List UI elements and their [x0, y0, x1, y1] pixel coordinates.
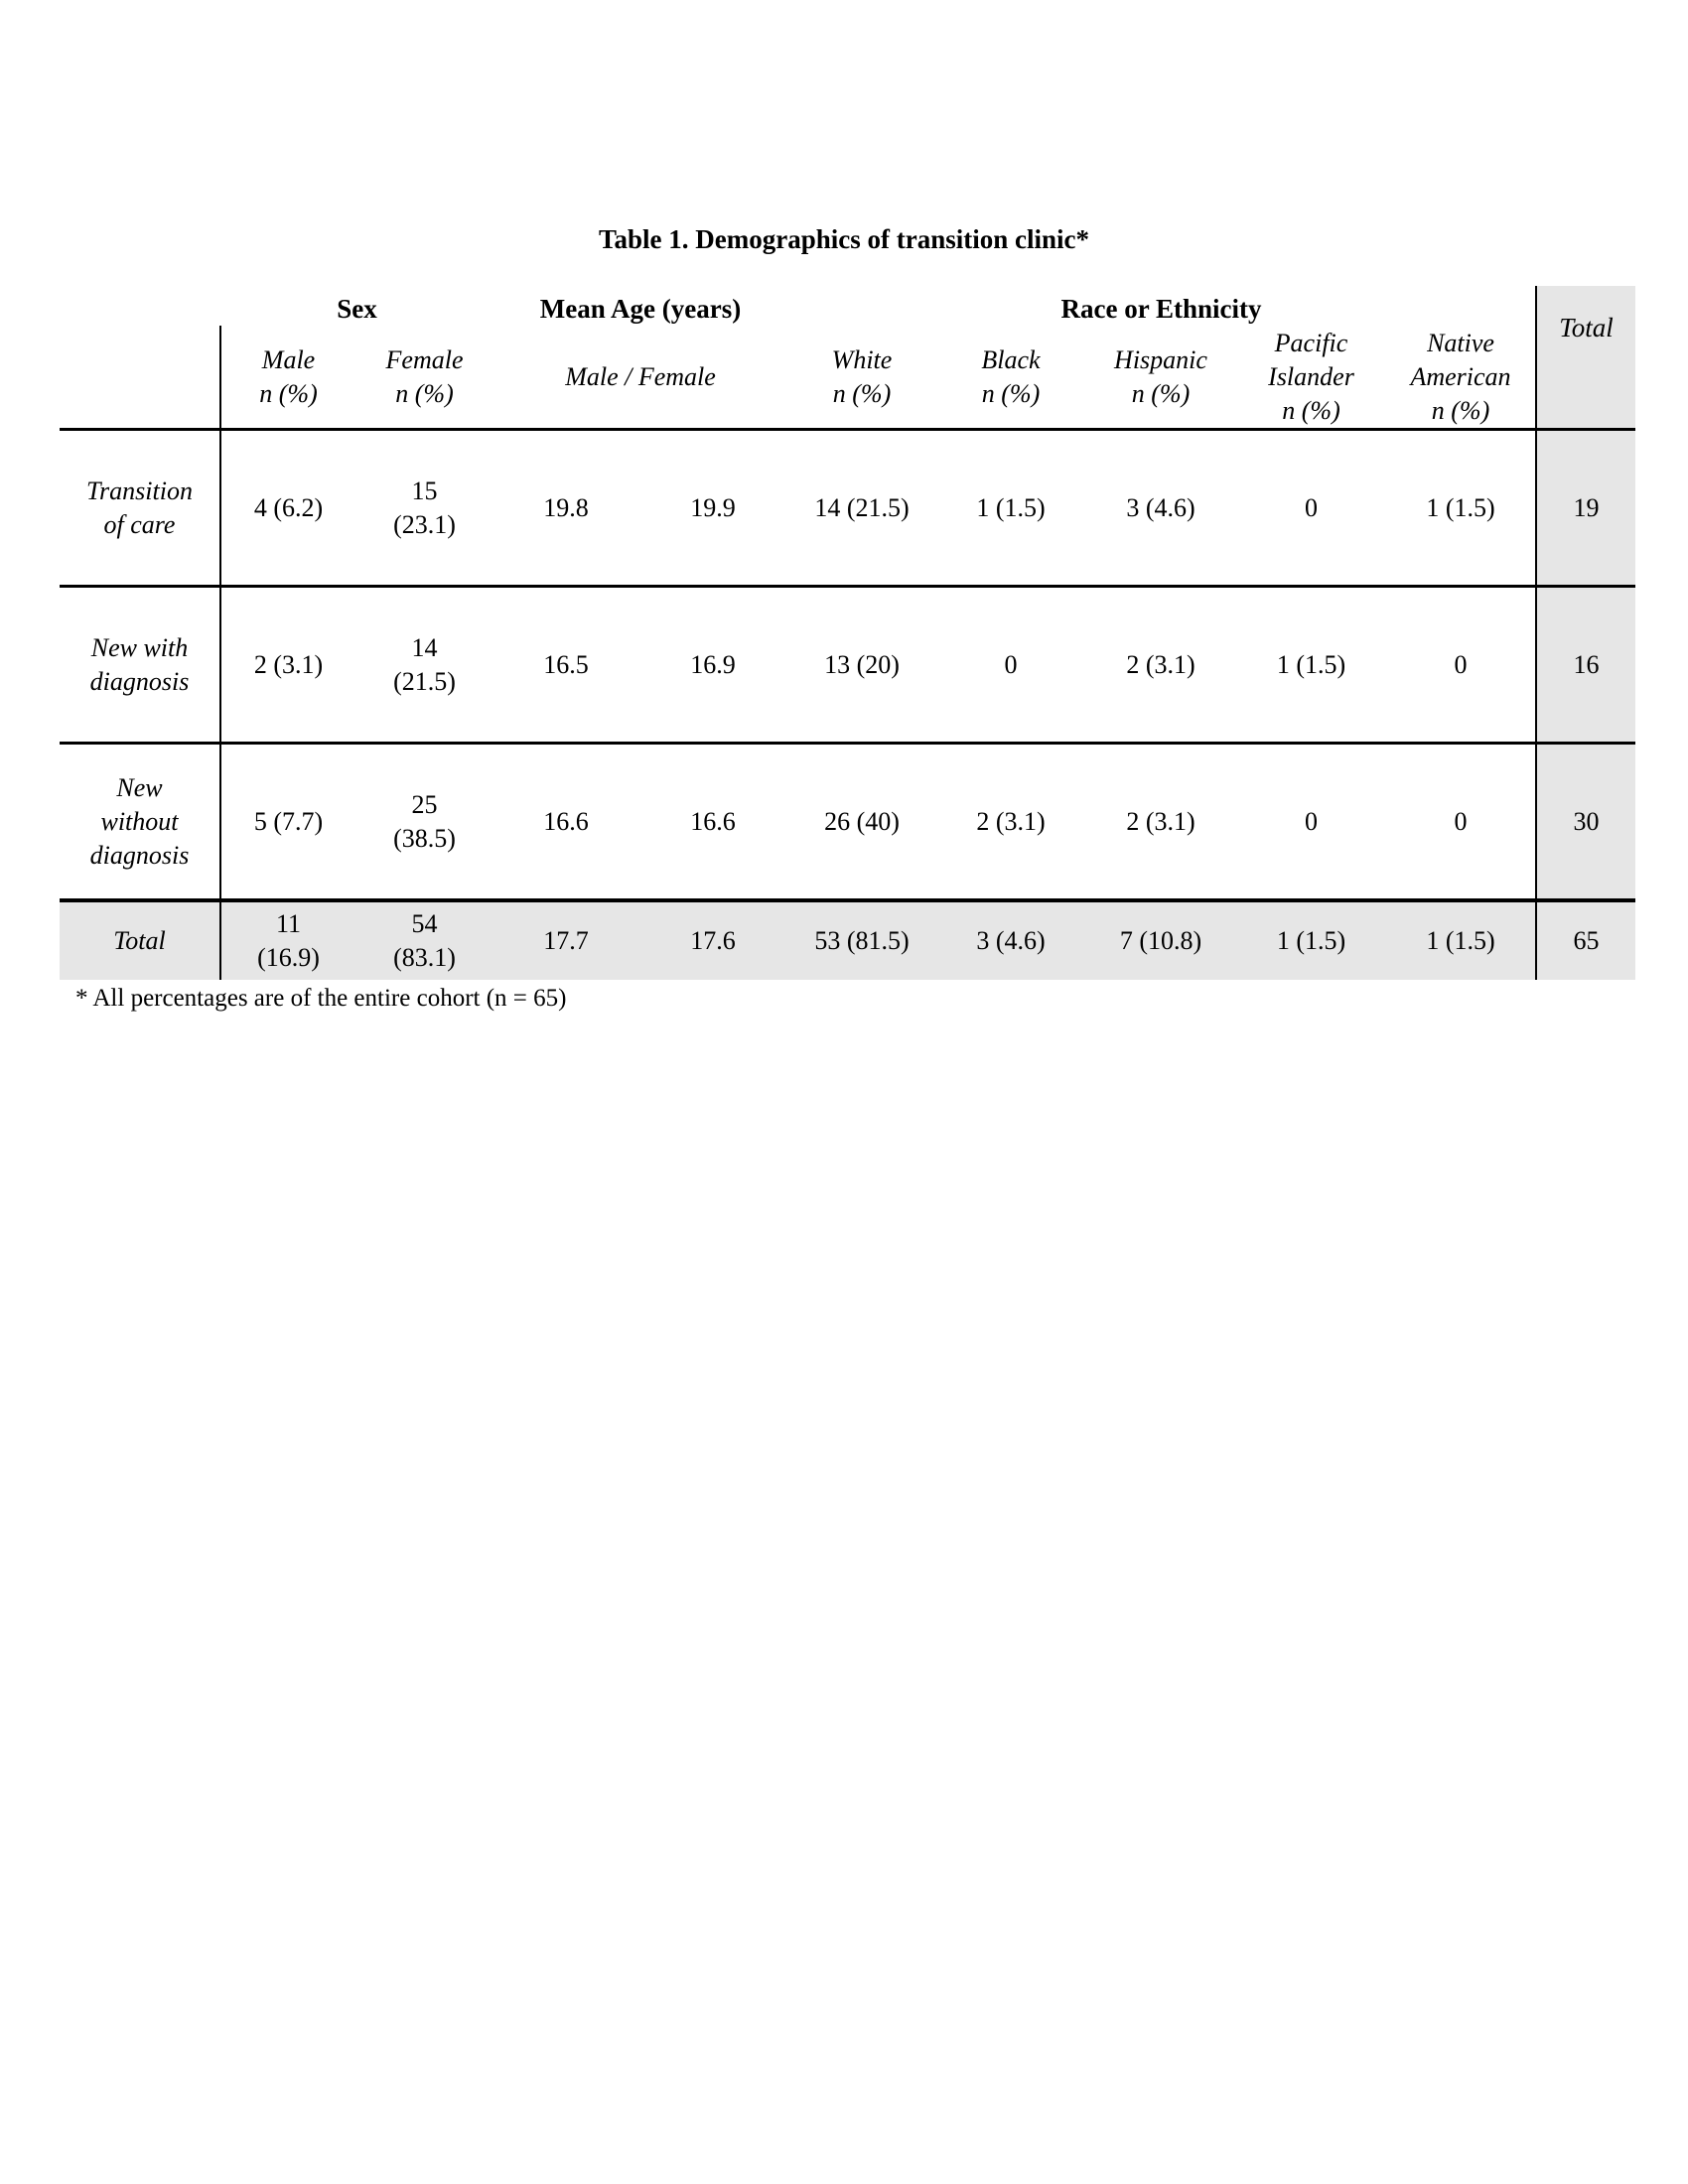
cell-native: 1 (1.5)	[1386, 430, 1536, 587]
table-row	[60, 587, 1635, 744]
cell-hispanic: 2 (3.1)	[1085, 744, 1236, 901]
cell-total: 19	[1536, 430, 1635, 587]
cell-native: 1 (1.5)	[1386, 900, 1536, 980]
cell-male: 4 (6.2)	[220, 430, 355, 587]
cell-female: 25 (38.5)	[355, 744, 493, 901]
cell-pacific: 1 (1.5)	[1236, 900, 1386, 980]
cell-black: 3 (4.6)	[936, 900, 1085, 980]
header-female: Female n (%)	[385, 344, 464, 408]
cell-pacific: 0	[1236, 430, 1386, 587]
header-pacific: Pacific Islander n (%)	[1268, 328, 1354, 425]
cell-black: 2 (3.1)	[936, 744, 1085, 901]
demographics-table	[60, 286, 1635, 980]
cell-male: 11 (16.9)	[220, 900, 355, 980]
cell-female: 54 (83.1)	[355, 900, 493, 980]
header-total: Total	[1536, 286, 1635, 430]
cell-hispanic: 2 (3.1)	[1085, 587, 1236, 744]
cell-age-male: 16.6	[493, 744, 638, 901]
table-row	[60, 430, 1635, 587]
cell-age-male: 19.8	[493, 430, 638, 587]
group-race: Race or Ethnicity	[1060, 294, 1262, 324]
cell-hispanic: 3 (4.6)	[1085, 430, 1236, 587]
cell-female: 14 (21.5)	[355, 587, 493, 744]
cell-white: 53 (81.5)	[787, 900, 936, 980]
cell-age-female: 17.6	[638, 900, 787, 980]
cell-age-male: 16.5	[493, 587, 638, 744]
cell-male: 5 (7.7)	[220, 744, 355, 901]
cell-female: 15 (23.1)	[355, 430, 493, 587]
row-label: Transition of care	[60, 430, 220, 587]
cell-native: 0	[1386, 587, 1536, 744]
cell-age-female: 16.9	[638, 587, 787, 744]
group-header-row	[60, 286, 1635, 326]
cell-black: 1 (1.5)	[936, 430, 1085, 587]
cell-pacific: 0	[1236, 744, 1386, 901]
footnote: * All percentages are of the entire cohort (n = 65)	[75, 985, 567, 1012]
cell-male: 2 (3.1)	[220, 587, 355, 744]
table-title: Table 1. Demographics of transition clinic*	[598, 224, 1089, 254]
header-age: Male / Female	[565, 361, 716, 391]
cell-native: 0	[1386, 744, 1536, 901]
cell-total: 16	[1536, 587, 1635, 744]
cell-pacific: 1 (1.5)	[1236, 587, 1386, 744]
header-hispanic: Hispanic n (%)	[1114, 344, 1207, 408]
cell-black: 0	[936, 587, 1085, 744]
group-sex: Sex	[337, 294, 377, 324]
cell-age-female: 19.9	[638, 430, 787, 587]
cell-white: 26 (40)	[787, 744, 936, 901]
header-white: White n (%)	[831, 344, 893, 408]
row-label: New without diagnosis	[60, 744, 220, 901]
table-row	[60, 744, 1635, 901]
total-row	[60, 900, 1635, 980]
cell-total: 30	[1536, 744, 1635, 901]
cell-age-male: 17.7	[493, 900, 638, 980]
header-native: Native American n (%)	[1410, 328, 1511, 425]
subheader-row	[60, 326, 1635, 430]
cell-white: 13 (20)	[787, 587, 936, 744]
header-male: Male n (%)	[259, 344, 318, 408]
cell-age-female: 16.6	[638, 744, 787, 901]
row-label: Total	[60, 900, 220, 980]
row-label: New with diagnosis	[60, 587, 220, 744]
cell-total: 65	[1536, 900, 1635, 980]
cell-white: 14 (21.5)	[787, 430, 936, 587]
cell-hispanic: 7 (10.8)	[1085, 900, 1236, 980]
group-age: Mean Age (years)	[539, 294, 742, 324]
header-black: Black n (%)	[981, 344, 1041, 408]
